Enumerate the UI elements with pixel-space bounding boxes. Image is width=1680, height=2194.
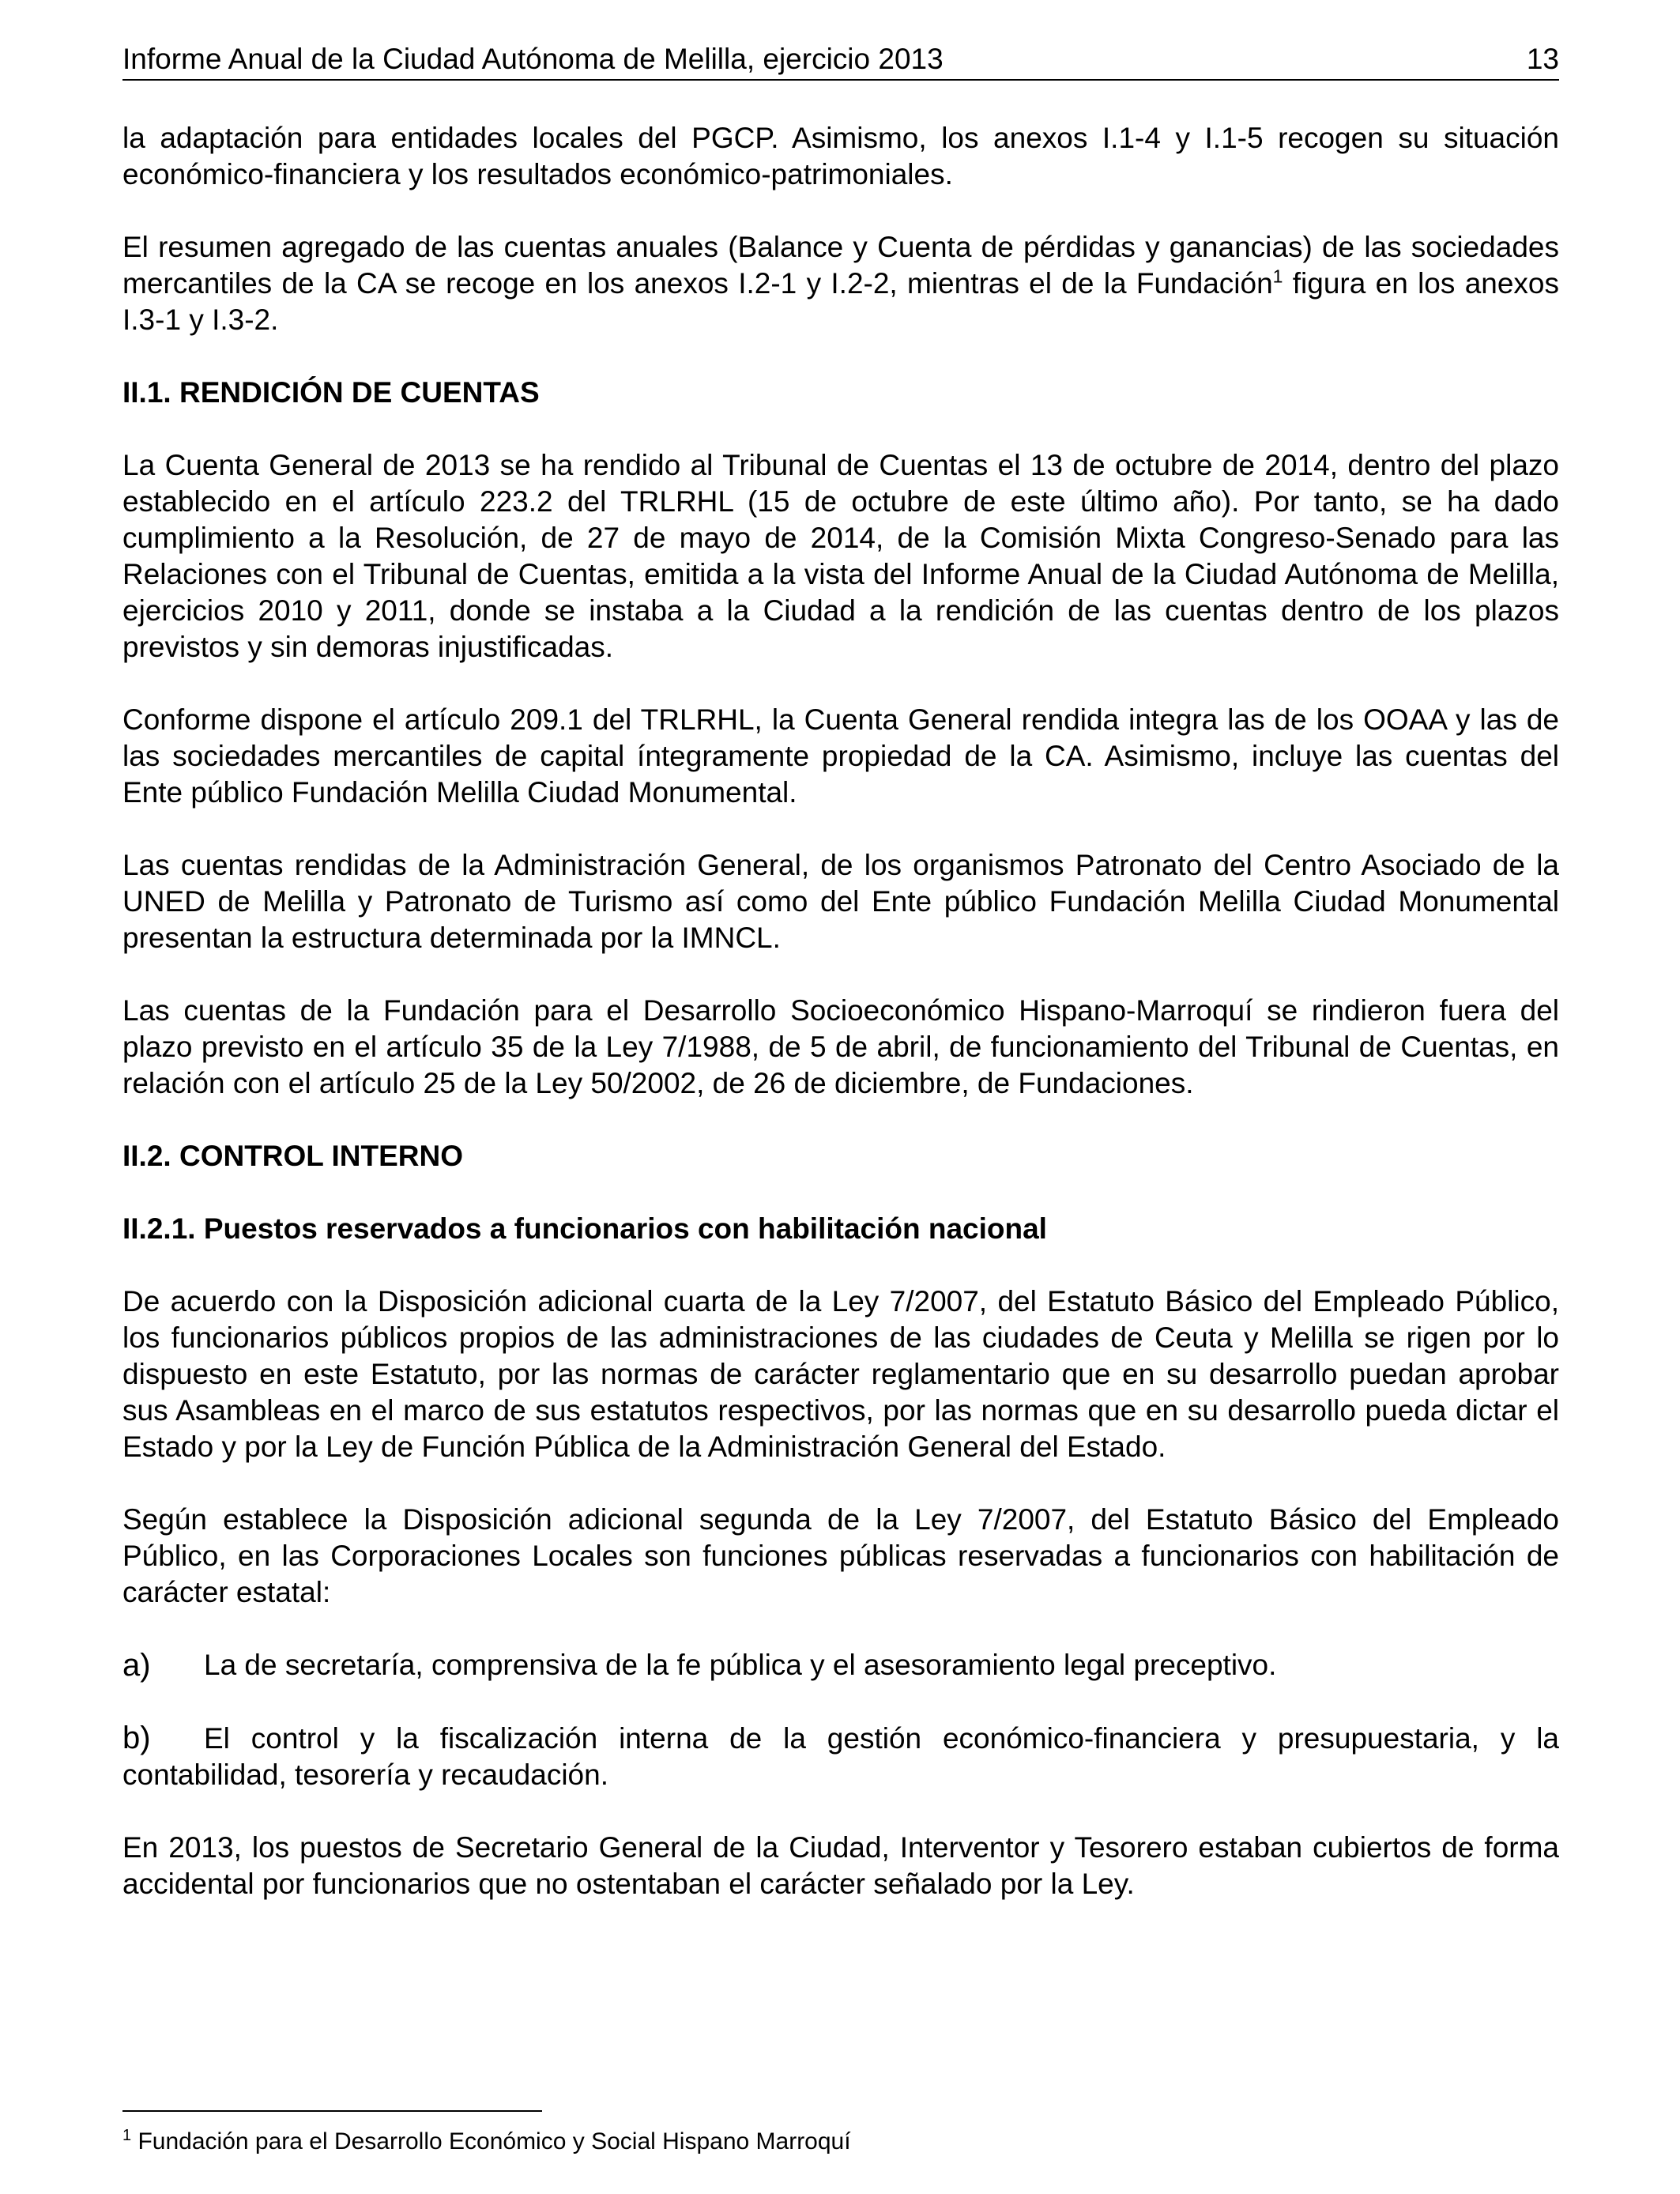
paragraph: Según establece la Disposición adicional segunda de la Ley 7/2007, del Estatuto Básico del Empleado Público, en las Corporaciones Locales son funciones públicas reservadas a funcionarios con habilitación de carácter estatal: — [122, 1503, 1559, 1608]
paragraph — [122, 229, 1559, 338]
list-item-b — [122, 1720, 1559, 1793]
footnote — [122, 2128, 851, 2156]
list-text: El control y la fiscalización interna de la gestión económico-financiera y presupuestaria, y la contabilidad, tesorería y recaudación. — [122, 1722, 1559, 1791]
paragraph: La Cuenta General de 2013 se ha rendido al Tribunal de Cuentas el 13 de octubre de 2014, dentro del plazo establecido en el artículo 223.2 del TRLRHL (15 de octubre de este último año). Por tanto, se ha dado cumplimiento a la Resolución, de 27 de mayo de 2014, de la Comisión Mixta Congreso-Senado para las Relaciones con el Tribunal de Cuentas, emitida a la vista del Informe Anual de la Ciudad Autónoma de Melilla, ejercicios 2010 y 2011, donde se instaba a la Ciudad a la rendición de las cuentas dentro de los plazos previstos y sin demoras injustificadas. — [122, 449, 1559, 663]
footnote-number: 1 — [122, 2127, 132, 2144]
list-text: La de secretaría, comprensiva de la fe pública y el asesoramiento legal preceptivo. — [204, 1649, 1277, 1681]
list-item-a — [122, 1647, 1559, 1683]
page-header — [122, 32, 1559, 81]
paragraph-text: figura en los anexos I.3-1 y I.3-2. — [122, 267, 1560, 336]
paragraph: la adaptación para entidades locales del PGCP. Asimismo, los anexos I.1-4 y I.1-5 recogen su situación económico-financiera y los resultados económico-patrimoniales. — [122, 122, 1559, 190]
section-heading-ii1: II.1. RENDICIÓN DE CUENTAS — [122, 376, 540, 409]
paragraph: Las cuentas de la Fundación para el Desarrollo Socioeconómico Hispano-Marroquí se rindieron fuera del plazo previsto en el artículo 35 de la Ley 7/1988, de 5 de abril, de funcionamiento del Tribunal de Cuentas, en relación con el artículo 25 de la Ley 50/2002, de 26 de diciembre, de Fundaciones. — [122, 994, 1559, 1099]
footnote-text: Fundación para el Desarrollo Económico y Social Hispano Marroquí — [131, 2128, 851, 2154]
subsection-heading-ii21: II.2.1. Puestos reservados a funcionarios con habilitación nacional — [122, 1212, 1047, 1245]
footnote-ref: 1 — [1272, 266, 1283, 287]
paragraph: Conforme dispone el artículo 209.1 del TRLRHL, la Cuenta General rendida integra las de los OOAA y las de las sociedades mercantiles de capital íntegramente propiedad de la CA. Asimismo, incluye las cuentas del Ente público Fundación Melilla Ciudad Monumental. — [122, 703, 1559, 809]
list-letter: b) — [122, 1721, 151, 1755]
document-body — [122, 120, 1559, 1902]
section-heading-ii2: II.2. CONTROL INTERNO — [122, 1140, 464, 1172]
list-letter: a) — [122, 1648, 151, 1683]
header-title: Informe Anual de la Ciudad Autónoma de Melilla, ejercicio 2013 — [122, 43, 944, 75]
paragraph: De acuerdo con la Disposición adicional cuarta de la Ley 7/2007, del Estatuto Básico del Empleado Público, los funcionarios públicos propios de las administraciones de las ciudades de Ceuta y Melilla se rigen por lo dispuesto en este Estatuto, por las normas de carácter reglamentario que en su desarrollo puedan aprobar sus Asambleas en el marco de sus estatutos respectivos, por las normas que en su desarrollo pueda dictar el Estado y por la Ley de Función Pública de la Administración General del Estado. — [122, 1285, 1559, 1463]
footnote-divider — [122, 2110, 542, 2112]
paragraph-text: El resumen agregado de las cuentas anuales (Balance y Cuenta de pérdidas y ganancias) de las sociedades mercantiles de la CA se recoge en los anexos I.2-1 y I.2-2, mientras el de la Fundación — [122, 231, 1559, 300]
paragraph: En 2013, los puestos de Secretario General de la Ciudad, Interventor y Tesorero estaban cubiertos de forma accidental por funcionarios que no ostentaban el carácter señalado por la Ley. — [122, 1831, 1559, 1900]
document-page — [122, 32, 1559, 1939]
paragraph: Las cuentas rendidas de la Administración General, de los organismos Patronato del Centro Asociado de la UNED de Melilla y Patronato de Turismo así como del Ente público Fundación Melilla Ciudad Monumental presentan la estructura determinada por la IMNCL. — [122, 849, 1559, 954]
page-number: 13 — [1526, 43, 1559, 75]
